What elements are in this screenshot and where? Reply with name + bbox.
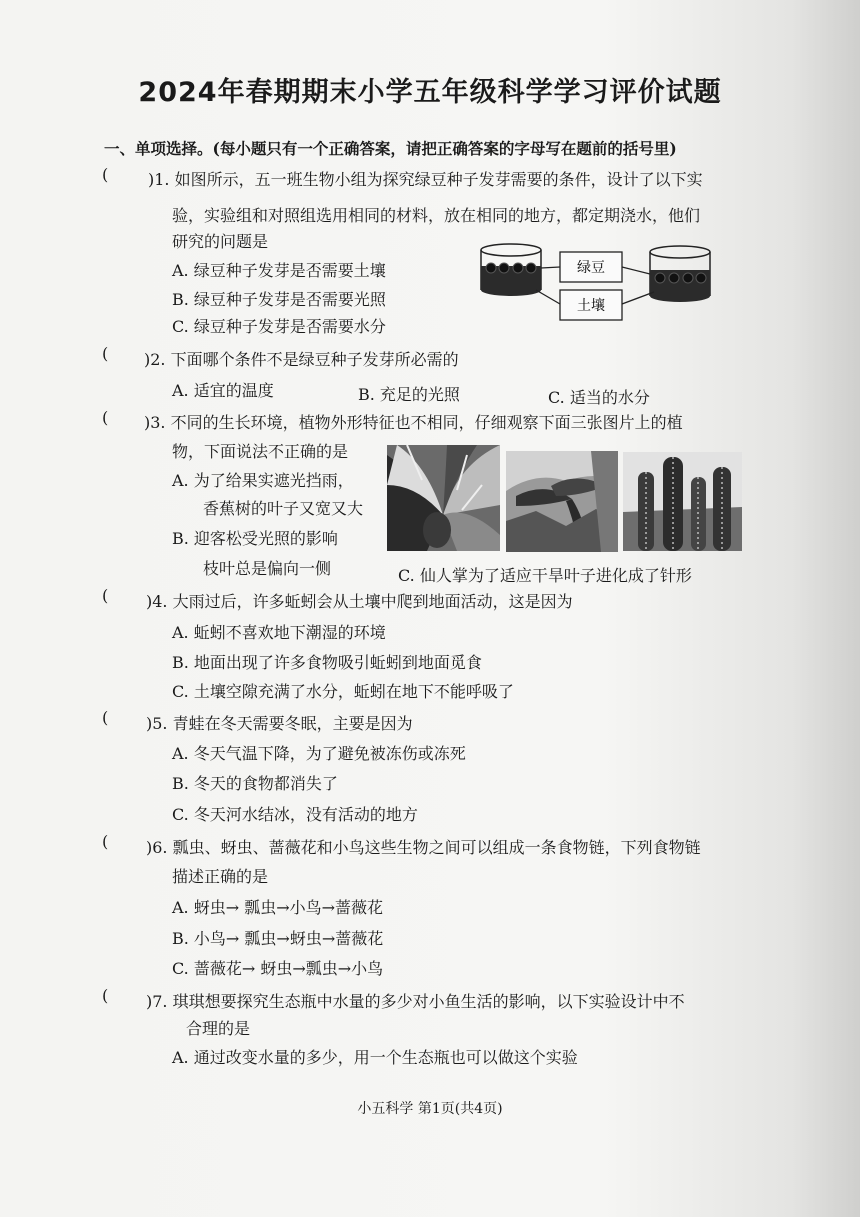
welcoming-pine-photo (506, 451, 618, 552)
question-6-option-c: C. 蔷薇花→ 蚜虫→瓢虫→小鸟 (172, 959, 384, 978)
answer-blank-2: ( (102, 344, 109, 363)
question-4-option-c: C. 土壤空隙充满了水分，蚯蚓在地下不能呼吸了 (172, 682, 514, 701)
left-container (481, 244, 541, 296)
question-7-line-1: )7. 琪琪想要探究生态瓶中水量的多少对小鱼生活的影响，以下实验设计中不 (146, 992, 685, 1011)
answer-blank-4: ( (102, 586, 109, 605)
question-6-option-a: A. 蚜虫→ 瓢虫→小鸟→蔷薇花 (172, 898, 384, 917)
question-3-option-b-1: B. 迎客松受光照的影响 (172, 529, 338, 548)
answer-blank-7: ( (102, 986, 109, 1005)
section-heading: 一、单项选择。(每小题只有一个正确答案，请把正确答案的字母写在题前的括号里) (104, 139, 677, 158)
question-2-option-b: B. 充足的光照 (358, 385, 460, 404)
question-3-option-c: C. 仙人掌为了适应干旱叶子进化成了针形 (398, 566, 692, 585)
page-footer: 小五科学 第1页(共4页) (357, 1101, 503, 1117)
question-5-option-a: A. 冬天气温下降，为了避免被冻伤或冻死 (172, 744, 466, 763)
banana-tree-photo (387, 445, 500, 551)
question-1-line-2: 验，实验组和对照组选用相同的材料，放在相同的地方，都定期浇水，他们 (172, 206, 701, 225)
question-3-option-a-1: A. 为了给果实遮光挡雨， (172, 471, 354, 490)
question-4-option-b: B. 地面出现了许多食物吸引蚯蚓到地面觅食 (172, 653, 482, 672)
germination-experiment-diagram (478, 238, 733, 326)
label-soil: 土壤 (577, 298, 605, 314)
question-3-line-2: 物，下面说法不正确的是 (172, 442, 349, 461)
question-4-option-a: A. 蚯蚓不喜欢地下潮湿的环境 (172, 623, 386, 642)
question-1-line-3: 研究的问题是 (172, 232, 269, 251)
question-1-option-b: B. 绿豆种子发芽是否需要光照 (172, 290, 386, 309)
page-title: 2024年春期期末小学五年级科学学习评价试题 (138, 77, 722, 108)
right-container (650, 246, 710, 302)
question-7-option-a: A. 通过改变水量的多少，用一个生态瓶也可以做这个实验 (172, 1048, 578, 1067)
question-2-option-c: C. 适当的水分 (548, 388, 650, 407)
question-1-option-c: C. 绿豆种子发芽是否需要水分 (172, 317, 386, 336)
question-1-line-1: )1. 如图所示，五一班生物小组为探究绿豆种子发芽需要的条件，设计了以下实 (148, 170, 703, 189)
question-5-option-b: B. 冬天的食物都消失了 (172, 774, 338, 793)
answer-blank-6: ( (102, 832, 109, 851)
question-5-option-c: C. 冬天河水结冰，没有活动的地方 (172, 805, 418, 824)
question-6-line-2: 描述正确的是 (172, 867, 269, 886)
label-mung-bean: 绿豆 (577, 260, 605, 276)
answer-blank-1: ( (102, 165, 109, 184)
question-3-option-b-2: 枝叶总是偏向一侧 (203, 559, 332, 578)
question-1-option-a: A. 绿豆种子发芽是否需要土壤 (172, 261, 386, 280)
answer-blank-3: ( (102, 408, 109, 427)
question-7-line-2: 合理的是 (186, 1019, 251, 1038)
question-3-option-a-2: 香蕉树的叶子又宽又大 (203, 499, 364, 518)
question-2-option-a: A. 适宜的温度 (172, 381, 274, 400)
question-2-stem: )2. 下面哪个条件不是绿豆种子发芽所必需的 (144, 350, 459, 369)
question-6-line-1: )6. 瓢虫、蚜虫、蔷薇花和小鸟这些生物之间可以组成一条食物链，下列食物链 (146, 838, 701, 857)
question-3-line-1: )3. 不同的生长环境，植物外形特征也不相同，仔细观察下面三张图片上的植 (144, 413, 683, 432)
question-4-stem: )4. 大雨过后，许多蚯蚓会从土壤中爬到地面活动，这是因为 (146, 592, 573, 611)
answer-blank-5: ( (102, 708, 109, 727)
question-6-option-b: B. 小鸟→ 瓢虫→蚜虫→蔷薇花 (172, 929, 384, 948)
question-5-stem: )5. 青蛙在冬天需要冬眠，主要是因为 (146, 714, 413, 733)
cactus-photo (623, 452, 742, 551)
